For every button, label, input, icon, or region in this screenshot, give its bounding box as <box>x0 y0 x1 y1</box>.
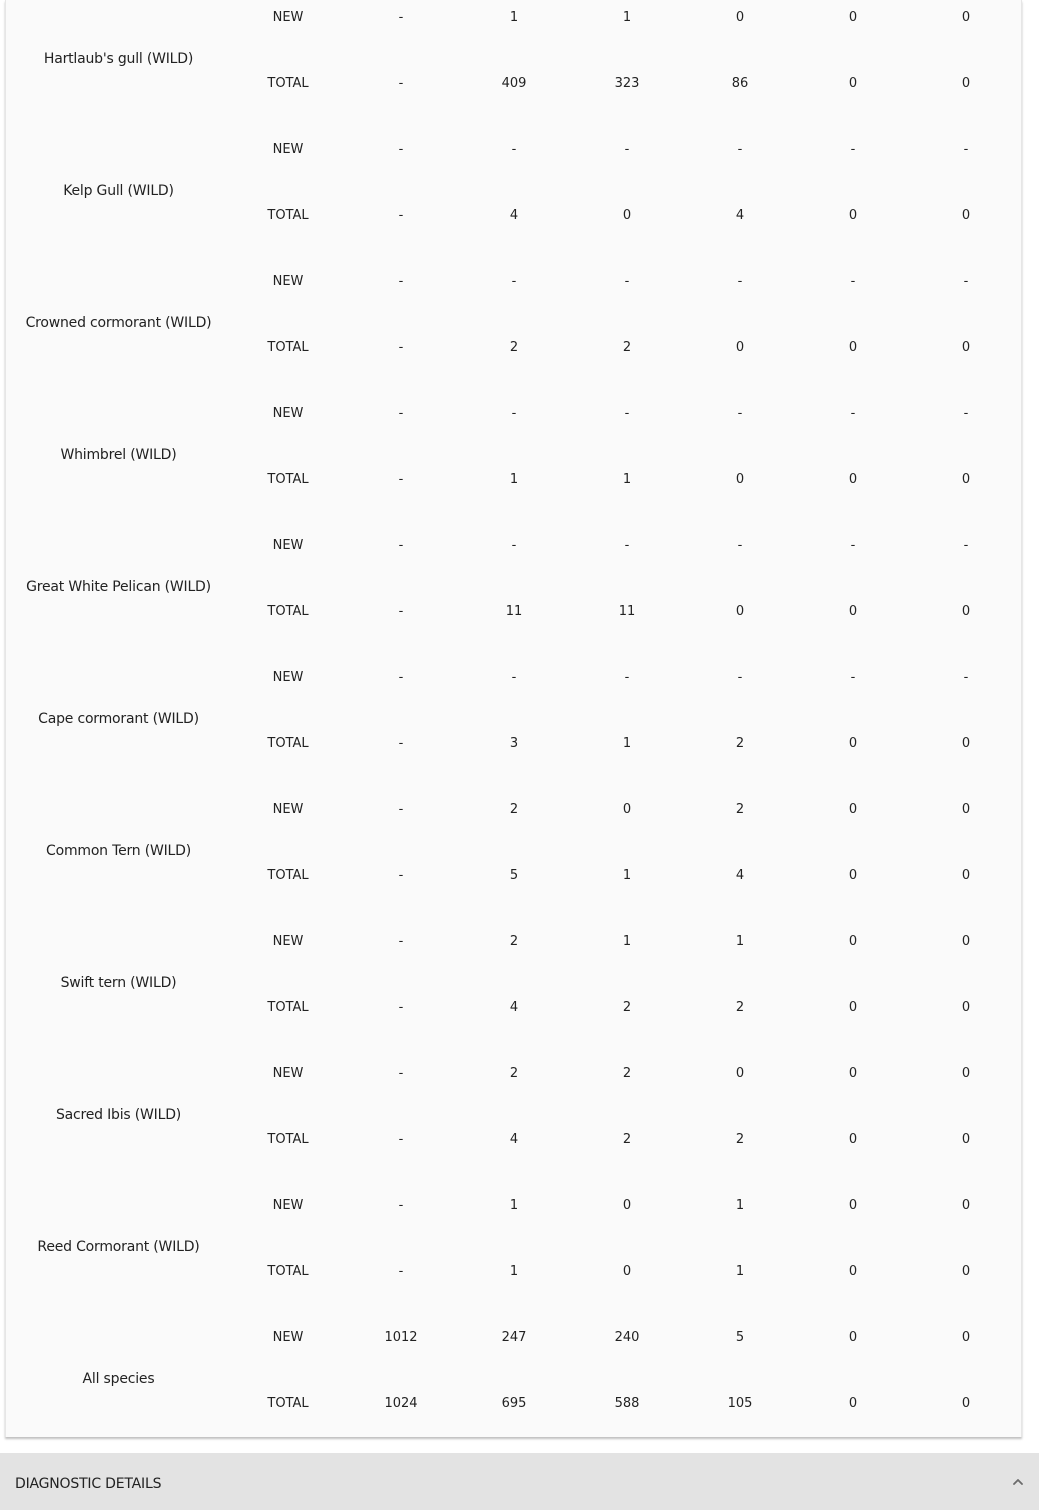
species-group <box>6 396 1023 528</box>
table-cell: - <box>963 142 969 157</box>
table-row-total <box>6 339 1023 357</box>
table-row-total <box>6 1395 1023 1413</box>
chevron-up-icon[interactable] <box>1011 1475 1025 1489</box>
table-cell: - <box>850 406 856 421</box>
table-cell: 1 <box>509 472 519 487</box>
table-cell: - <box>963 406 969 421</box>
table-row-total <box>6 75 1023 93</box>
table-cell: 2 <box>735 736 745 751</box>
diagnostic-details-accordion[interactable] <box>0 1453 1039 1510</box>
table-cell: 2 <box>622 340 632 355</box>
table-cell: 1 <box>622 868 632 883</box>
table-cell: 0 <box>848 1000 858 1015</box>
row-type-label: NEW <box>272 802 304 817</box>
table-cell: - <box>398 868 404 883</box>
table-cell: - <box>398 736 404 751</box>
table-cell: 0 <box>848 1066 858 1081</box>
row-type-label: NEW <box>272 10 304 25</box>
table-cell: 2 <box>622 1132 632 1147</box>
species-name: Sacred Ibis (WILD) <box>55 1107 182 1123</box>
row-type-label: NEW <box>272 538 304 553</box>
table-row-total <box>6 207 1023 225</box>
table-cell: 1012 <box>384 1330 418 1345</box>
table-row-total <box>6 867 1023 885</box>
table-cell: 2 <box>735 1132 745 1147</box>
table-cell: 588 <box>614 1396 640 1411</box>
table-cell: 86 <box>731 76 749 91</box>
table-cell: - <box>511 538 517 553</box>
table-cell: 0 <box>735 1066 745 1081</box>
table-cell: 0 <box>961 208 971 223</box>
species-group <box>6 264 1023 396</box>
table-cell: 0 <box>961 472 971 487</box>
table-cell: - <box>850 670 856 685</box>
table-cell: 2 <box>622 1066 632 1081</box>
table-cell: 0 <box>848 934 858 949</box>
table-cell: 1 <box>509 10 519 25</box>
table-cell: 409 <box>501 76 527 91</box>
table-cell: - <box>398 406 404 421</box>
row-type-label: TOTAL <box>267 604 309 619</box>
table-cell: 0 <box>961 1066 971 1081</box>
table-cell: 2 <box>509 340 519 355</box>
table-cell: - <box>398 472 404 487</box>
species-group <box>6 528 1023 660</box>
species-group <box>6 924 1023 1056</box>
table-row-new <box>6 9 1023 27</box>
table-cell: 105 <box>727 1396 753 1411</box>
row-type-label: TOTAL <box>267 472 309 487</box>
table-row-new <box>6 801 1023 819</box>
table-cell: - <box>398 670 404 685</box>
table-cell: 0 <box>622 1198 632 1213</box>
table-cell: 0 <box>961 934 971 949</box>
table-cell: - <box>398 538 404 553</box>
table-cell: 2 <box>735 802 745 817</box>
table-row-total <box>6 1263 1023 1281</box>
table-cell: - <box>398 142 404 157</box>
table-row-new <box>6 1065 1023 1083</box>
species-name: Whimbrel (WILD) <box>60 447 177 463</box>
table-cell: 0 <box>848 472 858 487</box>
table-cell: 1024 <box>384 1396 418 1411</box>
table-cell: 0 <box>961 604 971 619</box>
table-cell: - <box>398 10 404 25</box>
species-name: Reed Cormorant (WILD) <box>37 1239 200 1255</box>
table-cell: 1 <box>735 1264 745 1279</box>
table-row-total <box>6 999 1023 1017</box>
table-row-new <box>6 273 1023 291</box>
table-cell: 1 <box>735 934 745 949</box>
row-type-label: NEW <box>272 274 304 289</box>
species-group <box>6 0 1023 132</box>
table-row-total <box>6 1131 1023 1149</box>
row-type-label: NEW <box>272 142 304 157</box>
row-type-label: TOTAL <box>267 1264 309 1279</box>
table-cell: - <box>963 670 969 685</box>
species-name: Common Tern (WILD) <box>46 843 191 859</box>
table-cell: 323 <box>614 76 640 91</box>
species-name: Hartlaub's gull (WILD) <box>43 51 194 67</box>
table-row-new <box>6 933 1023 951</box>
table-cell: 0 <box>961 1132 971 1147</box>
table-cell: 11 <box>505 604 523 619</box>
table-cell: - <box>398 208 404 223</box>
table-cell: 0 <box>848 10 858 25</box>
table-cell: 0 <box>961 736 971 751</box>
species-name: Crowned cormorant (WILD) <box>25 315 212 331</box>
table-cell: - <box>398 76 404 91</box>
table-cell: - <box>850 274 856 289</box>
row-type-label: TOTAL <box>267 1000 309 1015</box>
species-name: Great White Pelican (WILD) <box>26 579 211 595</box>
row-type-label: NEW <box>272 406 304 421</box>
table-cell: - <box>624 538 630 553</box>
table-cell: 0 <box>961 10 971 25</box>
table-row-new <box>6 405 1023 423</box>
table-cell: - <box>398 934 404 949</box>
table-cell: 3 <box>509 736 519 751</box>
table-cell: 4 <box>509 208 519 223</box>
table-cell: - <box>624 274 630 289</box>
row-type-label: TOTAL <box>267 1132 309 1147</box>
species-group <box>6 1188 1023 1320</box>
table-cell: - <box>511 670 517 685</box>
table-cell: 0 <box>735 604 745 619</box>
table-row-new <box>6 537 1023 555</box>
table-cell: 0 <box>961 802 971 817</box>
table-cell: 1 <box>735 1198 745 1213</box>
table-cell: 0 <box>848 1132 858 1147</box>
table-row-new <box>6 141 1023 159</box>
species-name: Kelp Gull (WILD) <box>63 183 174 199</box>
table-cell: 0 <box>848 868 858 883</box>
table-cell: - <box>963 274 969 289</box>
table-cell: 0 <box>961 1330 971 1345</box>
table-cell: 1 <box>622 472 632 487</box>
species-group <box>6 1056 1023 1188</box>
table-cell: 2 <box>735 1000 745 1015</box>
row-type-label: NEW <box>272 934 304 949</box>
table-cell: - <box>398 340 404 355</box>
species-name: Cape cormorant (WILD) <box>38 711 199 727</box>
table-cell: 2 <box>509 934 519 949</box>
species-name: Swift tern (WILD) <box>60 975 177 991</box>
table-row-new <box>6 669 1023 687</box>
table-cell: 11 <box>618 604 636 619</box>
table-cell: - <box>737 142 743 157</box>
table-cell: - <box>398 1264 404 1279</box>
species-group <box>6 132 1023 264</box>
table-cell: 0 <box>848 208 858 223</box>
table-cell: - <box>737 538 743 553</box>
species-group <box>6 660 1023 792</box>
table-cell: 0 <box>622 1264 632 1279</box>
table-cell: - <box>511 406 517 421</box>
table-cell: - <box>398 274 404 289</box>
table-cell: - <box>511 142 517 157</box>
table-cell: - <box>737 670 743 685</box>
table-row-total <box>6 735 1023 753</box>
table-cell: 4 <box>735 868 745 883</box>
table-cell: 0 <box>848 1264 858 1279</box>
table-cell: 0 <box>622 208 632 223</box>
table-cell: 1 <box>622 736 632 751</box>
species-group <box>6 792 1023 924</box>
table-cell: - <box>737 406 743 421</box>
species-group <box>6 1320 1023 1452</box>
table-cell: - <box>624 406 630 421</box>
table-cell: 4 <box>509 1132 519 1147</box>
row-type-label: TOTAL <box>267 208 309 223</box>
table-cell: 0 <box>735 340 745 355</box>
table-cell: - <box>398 802 404 817</box>
table-cell: - <box>850 142 856 157</box>
table-row-new <box>6 1197 1023 1215</box>
row-type-label: NEW <box>272 1330 304 1345</box>
table-cell: 0 <box>961 868 971 883</box>
table-cell: 247 <box>501 1330 527 1345</box>
table-cell: 0 <box>848 736 858 751</box>
table-cell: 1 <box>622 934 632 949</box>
row-type-label: NEW <box>272 670 304 685</box>
table-cell: 1 <box>509 1264 519 1279</box>
table-cell: 0 <box>848 802 858 817</box>
table-cell: 0 <box>961 1000 971 1015</box>
table-cell: - <box>398 1066 404 1081</box>
diagnostic-details-title: DIAGNOSTIC DETAILS <box>15 1476 162 1492</box>
table-cell: 0 <box>961 340 971 355</box>
table-cell: 0 <box>848 604 858 619</box>
table-cell: 5 <box>735 1330 745 1345</box>
table-cell: 4 <box>509 1000 519 1015</box>
table-cell: 0 <box>622 802 632 817</box>
table-cell: - <box>398 1198 404 1213</box>
table-cell: 240 <box>614 1330 640 1345</box>
row-type-label: NEW <box>272 1198 304 1213</box>
table-cell: - <box>398 1132 404 1147</box>
row-type-label: TOTAL <box>267 868 309 883</box>
row-type-label: TOTAL <box>267 340 309 355</box>
table-cell: - <box>398 1000 404 1015</box>
table-cell: 0 <box>961 1396 971 1411</box>
table-cell: 0 <box>735 10 745 25</box>
table-cell: 0 <box>848 1396 858 1411</box>
table-cell: 0 <box>735 472 745 487</box>
table-cell: 695 <box>501 1396 527 1411</box>
table-cell: - <box>963 538 969 553</box>
species-summary-table <box>5 0 1022 1437</box>
table-cell: 0 <box>848 76 858 91</box>
table-cell: - <box>737 274 743 289</box>
table-cell: - <box>624 142 630 157</box>
row-type-label: TOTAL <box>267 1396 309 1411</box>
table-cell: 0 <box>961 76 971 91</box>
table-cell: 0 <box>848 1330 858 1345</box>
table-row-total <box>6 471 1023 489</box>
table-cell: 2 <box>509 1066 519 1081</box>
table-cell: 0 <box>961 1264 971 1279</box>
table-cell: 0 <box>848 340 858 355</box>
row-type-label: TOTAL <box>267 736 309 751</box>
table-cell: 2 <box>509 802 519 817</box>
table-cell: - <box>624 670 630 685</box>
table-cell: 2 <box>622 1000 632 1015</box>
table-cell: - <box>511 274 517 289</box>
row-type-label: TOTAL <box>267 76 309 91</box>
table-row-total <box>6 603 1023 621</box>
table-row-new <box>6 1329 1023 1347</box>
species-name: All species <box>82 1371 155 1387</box>
table-cell: - <box>850 538 856 553</box>
table-cell: 1 <box>622 10 632 25</box>
table-cell: 1 <box>509 1198 519 1213</box>
row-type-label: NEW <box>272 1066 304 1081</box>
table-cell: 4 <box>735 208 745 223</box>
table-cell: 5 <box>509 868 519 883</box>
table-cell: - <box>398 604 404 619</box>
table-cell: 0 <box>961 1198 971 1213</box>
table-cell: 0 <box>848 1198 858 1213</box>
